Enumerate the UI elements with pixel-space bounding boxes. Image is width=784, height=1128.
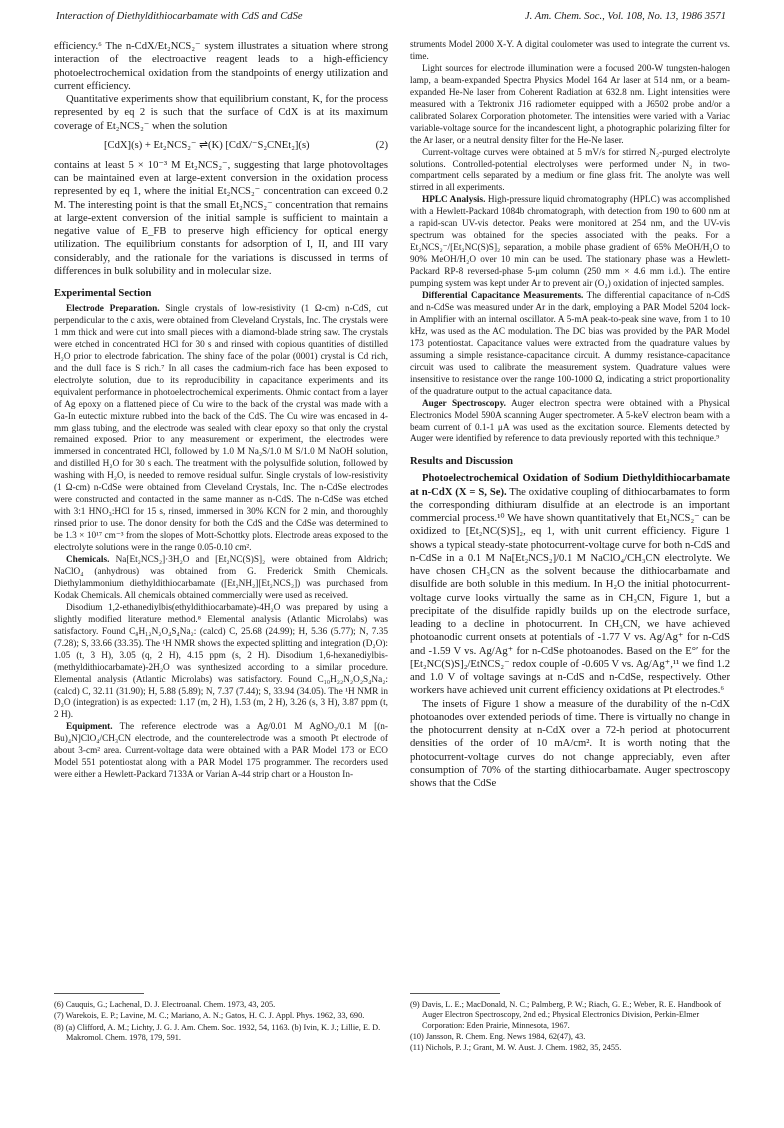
footnote-8: (8) (a) Clifford, A. M.; Lichty, J. G. J. Am. Chem. Soc. 1932, 54, 1163. (b) Ivin, K. J.; Lillie, E. D. Makromol. Chem. 1978, 179, 591.	[54, 1022, 381, 1042]
footnote-6: (6) Cauquis, G.; Lachenal, D. J. Electroanal. Chem. 1973, 43, 205.	[54, 1000, 276, 1009]
paragraph-insets: The insets of Figure 1 show a measure of the durability of the n-CdX photoanodes over extended periods of time. There is virtually no change in the photocurrent density at n-CdX over a 72-h period at photocurrent densities of the order of 10 mA/cm². It is worth noting that the photocurrent-voltage curves do not change appreciably, even after consumption of 70% of the starting dithiocarbamate. Auger spectroscopy shows that the CdSe	[410, 698, 730, 790]
paragraph-recorder-continued: struments Model 2000 X-Y. A digital coulometer was used to integrate the current vs. time.	[410, 40, 730, 62]
equipment-text: The reference electrode was a Ag/0.01 M AgNO₃/0.1 M [(n-Bu)₄N]ClO₄/CH₃CN electrode, and the counterelectrode was a smooth Pt electrode of about 3-cm² area. Current-voltage data were obtained with a PAR Model 173 or ECO Model 551 potentiostat along with a PAR Model 175 programmer. The recorders used were either a Hewlett-Packard 7133A or Varian A-44 strip chart or a Houston In-	[54, 722, 388, 781]
equation-2-expression: [CdX](s) + Et₂NCS₂⁻ ⇌(K) [CdX/⁻S₂CNEt₂](s)	[104, 139, 310, 151]
paragraph-electrode-preparation	[54, 304, 388, 555]
chemicals-text: Na[Et₂NCS₂]·3H₂O and [Et₂NC(S)S]₂ were obtained from Aldrich; NaClO₄ (anhydrous) was obtained from G. Frederick Smith Chemicals. Diethylammonium diethyldithiocarbamate ([Et₂NH₂][Et₂NCS₂]) was purchased from Kodak Chemicals. All chemicals obtained commercially were used as received.	[54, 555, 388, 601]
running-head-title: Interaction of Diethyldithiocarbamate with CdS and CdSe	[56, 11, 303, 22]
paragraph-intro-continued: efficiency.⁶ The n-CdX/Et₂NCS₂⁻ system illustrates a situation where strong interaction of the electroactive reagent leads to a high-efficiency photoelectrochemical oxidation from the standpoints of energy utilization and current efficiency.	[54, 41, 388, 92]
hplc-text: High-pressure liquid chromatography (HPLC) was accomplished with a Hewlett-Packard 1084b chromatograph, with detection from 190 to 600 nm at a rapid-scan UV-vis detector. Peaks were monitored at 254 nm, and the UV-vis spectrum was obtained for the species associated with the peaks. For a Et₂NCS₂⁻/[Et₂NC(S)S]₂ separation, a mobile phase gradient of 65% MeOH/H₂O to 90% MeOH/H₂O over 10 min can be used. The stationary phase was a Hewlett-Packard RP-8 reversed-phase 5-μm column (250 mm × 4.6 mm i.d.). The entire pumping system was kept under Ar to prevent air (O₂) oxidation of injected samples.	[410, 195, 730, 290]
running-head-journal: J. Am. Chem. Soc., Vol. 108, No. 13, 1986 3571	[524, 11, 726, 22]
photoelectrochemical-oxidation-text: The oxidative coupling of dithiocarbamates to form the corresponding dithiuram disulfide at an electrode is an important commercial process.¹⁰ We have shown quantitatively that Et₂NCS₂⁻ can be oxidized to [Et₂NC(S)S]₂, eq 1, with unit current efficiency. Figure 1 shows a typical steady-state photocurrent-voltage curve for both n-CdS and n-CdSe in a 0.1 M Na[Et₂NCS₂]/0.1 M NaClO₄/CH₃CN electrolyte. We have chosen CH₃CN as the solvent because the dithiocarbamate and disulfide are both soluble in this medium. In H₂O the initial photocurrent-voltage curve looks virtually the same as in CH₃CN, Figure 1, but a precipitate of the disulfide rapidly builds up on the electrode surface, leading to a decline in photocurrent. In CH₃CN, we have achieved photoanodic current onsets at potentials of -1.77 V vs. Ag/Ag⁺ for n-CdS and -1.59 V vs. Ag/Ag⁺ for n-CdSe photoanodes. Based on the E°′ for the [Et₂NC(S)S]₂/EtNCS₂⁻ redox couple of -0.605 V vs. Ag/Ag⁺,¹¹ we find 1.2 and 1.0 V of voltage savings at n-CdS and n-CdSe, respectively. Other workers have achieved unit current efficiency oxidations at Pt electrodes.⁶	[410, 486, 730, 697]
paragraph-differential-capacitance	[410, 291, 730, 399]
footnote-10: (10) Jansson, R. Chem. Eng. News 1984, 62(47), 43.	[410, 1031, 586, 1041]
electrode-preparation-text: Single crystals of low-resistivity (1 Ω-cm) n-CdS, cut perpendicular to the c axis, were obtained from Cleveland Crystals, Inc. The crystals were 1 mm thick and were cut into small pieces with a diamond-blade string saw. The crystals were etched in concentrated HCl for 30 s and rinsed with copious quantities of distilled H₂O prior to electrode fabrication. The shiny face of the polar (0001) crystal is Cd rich, and the dull face is S rich.⁷ In all cases the cadmium-rich face has been exposed to electrolyte solution, due to its reproducibility in capacitance experiments and its equivalent performance in photoelectrochemical experiments. Ohmic contact from a layer of Ag epoxy on a flattened piece of Cu wire to the back of the crystal was made with a Ga-In eutectic mixture rubbed into the back of the CdS. The Cu wire was encased in 4-mm glass tubing, and the electrode was sealed with clear epoxy so that only the crystal remained exposed. Prior to any measurement or experiment, the electrodes were immersed in concentrated HCl, followed by 1.0 M Na₂S/1.0 M S/1.0 M NaOH solution, and distilled H₂O for 30 s each. The treatment with the polysulfide solution, followed by washing with H₂O, is needed to remove residual sulfur. Single crystals of low-resistivity (1 Ω-cm) n-CdSe were obtained from Cleveland Crystals, Inc. The n-CdSe electrodes were constructed and contacted in the same manner as n-CdS. The n-CdSe was etched with 3:1 HNO₃:HCl for 15 s, rinsed, immersed in 30% KCN for 2 min, and thoroughly rinsed prior to use. The donor density for both the CdS and the CdSe was determined to be 1.3 × 10¹⁷ cm⁻³ from the slopes of Mott-Schottky plots. Electrode areas exposed to the electrolyte solutions were in the range 0.05-0.10 cm².	[54, 304, 388, 554]
left-column	[54, 40, 388, 782]
paragraph-concentration: contains at least 5 × 10⁻³ M Et₂NCS₂⁻, suggesting that large photovoltages can be maintained even at large-extent conversion in the oxidation process represented by eq 1, where the initial Et₂NCS₂⁻ concentration can exceed 0.2 M. The interesting point is that the small Et₂NCS₂⁻ concentration that remains at large-extent conversion of the initial sample is sufficient to maintain a negative value of E_FB to preserve high efficiency for optical energy utilization. The equilibrium constants for adsorption of I, II, and III vary considerably, and the rationale for the variations is discussed in terms of differences in bulk solubility and in molecular size.	[54, 159, 388, 277]
subheading-hplc: HPLC Analysis.	[422, 195, 486, 206]
subheading-photoelectrochemical-oxidation: Photoelectrochemical Oxidation of Sodium Diethyldithiocarbamate at n-CdX (X = S, Se).	[410, 473, 730, 498]
section-heading-results: Results and Discussion	[410, 456, 514, 468]
subheading-chemicals: Chemicals.	[66, 555, 110, 566]
footnote-11: (11) Nichols, P. J.; Grant, M. W. Aust. J. Chem. 1982, 35, 2455.	[410, 1043, 622, 1053]
paragraph-light-sources: Light sources for electrode illumination were a focused 200-W tungsten-halogen lamp, a beam-expanded Spectra Physics Model 164 Ar laser at 514 nm, or a beam-expanded He-Ne laser from Coherent Radiation at 632.8 nm. Light intensities were measured with a Tektronix J16 radiometer equipped with a J6502 probe and/or a calibrated Solarex Corporation photometer. The intensities were varied with a Variac variable-voltage source for the incandescent light, a photographic polarizing filter for the Ar laser, or a neutral density filter for the He-Ne laser.	[410, 63, 730, 146]
paragraph-hplc	[410, 195, 730, 291]
paragraph-photoelectrochemical-oxidation	[410, 472, 730, 697]
subheading-electrode-preparation: Electrode Preparation.	[66, 304, 160, 314]
footnotes-left	[54, 1000, 388, 1044]
paragraph-quantitative: Quantitative experiments show that equilibrium constant, K, for the process represented by eq 2 is such that the surface of CdX is at its maximum coverage of Et₂NCS₂⁻ when the solution	[54, 94, 388, 132]
right-column	[410, 40, 730, 790]
paragraph-chemicals	[54, 555, 388, 603]
subheading-auger: Auger Spectroscopy.	[422, 398, 506, 409]
paragraph-equipment	[54, 722, 388, 782]
paragraph-disodium-synthesis: Disodium 1,2-ethanediylbis(ethyldithiocarbamate)-4H₂O was prepared by using a slightly modified literature method.⁸ Elemental analysis (Atlantic Microlabs) was satisfactory. Found C₈H₁₂N₂O₄S₄Na₂: (calcd) C, 25.68 (24.99); H, 5.36 (5.77); N, 7.35 (7.28); S, 33.66 (33.35). The ¹H NMR shows the expected splitting and integration (D₂O): 1.05 (t, 3 H), 3.05 (q, 2 H), 4.15 ppm (s, 2 H). Disodium 1,6-hexanediylbis-(methyldithiocarbamate)-2H₂O was synthesized according to a similar procedure. Elemental analysis (Atlantic Microlabs) was satisfactory. Found C₁₀H₂₂N₂O₂S₄Na₂: (calcd) C, 32.11 (31.90); H, 5.88 (5.89); N, 7.37 (7.44); S, 33.94 (34.05). The ¹H NMR in D₂O (integration) is as expected: 1.17 (m, 2 H), 1.53 (m, 2 H), 3.26 (s, 3 H), 3.87 ppm (t, 2 H).	[54, 602, 388, 721]
subheading-differential-capacitance: Differential Capacitance Measurements.	[422, 291, 584, 302]
footnote-rule-left	[54, 993, 144, 994]
footnote-9: (9) Davis, L. E.; MacDonald, N. C.; Palmberg, P. W.; Riach, G. E.; Weber, R. E. Handbook of Auger Electron Spectroscopy, 2nd ed.; Physical Electronics Division, Perkin-Elmer Corporation: Eden Prairie, Minnesota, 1967.	[410, 1000, 722, 1030]
footnote-7: (7) Warekois, E. P.; Lavine, M. C.; Mariano, A. N.; Gatos, H. C. J. Appl. Phys. 1962, 33, 690.	[54, 1011, 365, 1021]
differential-capacitance-text: The differential capacitance of n-CdS and n-CdSe was measured under Ar in the dark, employing a PAR Model 5204 lock-in Amplifier with an internal oscillator. A 5-mA peak-to-peak sine wave, from 1 to 10 kHz, was used as the AC modulation. The DC bias was provided by the PAR Model 173 potentiostat. Capacitance values were extracted from the quadrature values by assuming a simple resistance-capacitance circuit. A dummy resistance-capacitance circuit was used to calibrate the measurement system. Quadrature values were insensitive to resistance over the range 100-1000 Ω, indicating a strict proportionality of the quadrature output to the actual capacitance data.	[410, 291, 730, 397]
equation-2	[54, 139, 388, 153]
equation-2-number: (2)	[375, 139, 388, 151]
paragraph-current-voltage: Current-voltage curves were obtained at 5 mV/s for stirred N₂-purged electrolyte solutions. Controlled-potential electrolyses were performed under N₂ in two-compartment cells separated by a medium or fine glass frit. The anolyte was well stirred in all experiments.	[410, 147, 730, 194]
auger-text: Auger electron spectra were obtained with a Physical Electronics Model 590A scanning Auger spectrometer. A 5-keV electron beam with a beam current of 0.1-1 μA was used as the excitation source. Elements detected by Auger were identified by reference to data previously reported with this technique.⁹	[410, 398, 730, 445]
section-heading-experimental: Experimental Section	[54, 288, 152, 299]
paragraph-auger	[410, 399, 730, 447]
footnotes-right	[410, 1000, 730, 1054]
subheading-equipment: Equipment.	[66, 722, 113, 733]
footnote-rule-right	[410, 993, 500, 994]
